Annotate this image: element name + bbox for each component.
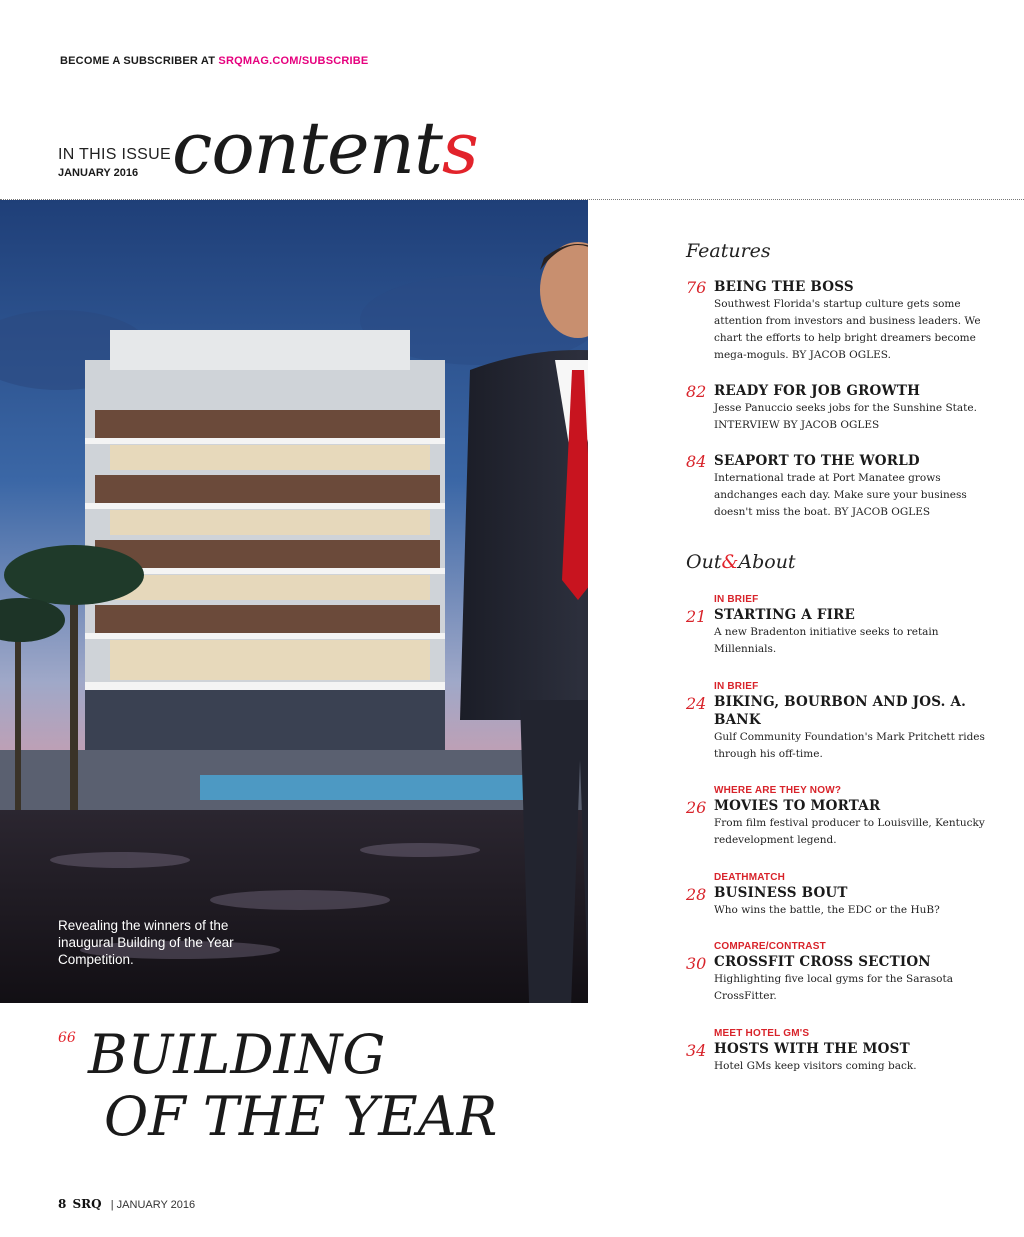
- item-title: STARTING A FIRE: [714, 607, 856, 623]
- item-kicker: DEATHMATCH: [714, 872, 786, 883]
- out-about-item[interactable]: [686, 872, 986, 919]
- feature-item[interactable]: [686, 382, 986, 434]
- out-about-item[interactable]: [686, 941, 986, 1005]
- item-summary: Who wins the battle, the EDC or the HuB?: [714, 904, 940, 916]
- item-summary: Gulf Community Foundation's Mark Pritchett rides through his off-time.: [714, 731, 985, 760]
- feature-summary: Jesse Panuccio seeks jobs for the Sunshine State. INTERVIEW BY JACOB OGLES: [714, 402, 977, 431]
- out-about-item[interactable]: [686, 1028, 986, 1075]
- out-about-item[interactable]: [686, 594, 986, 658]
- item-title: BUSINESS BOUT: [714, 885, 848, 901]
- cover-story-title[interactable]: [88, 1024, 497, 1148]
- cover-title-line2: OF THE YEAR: [104, 1085, 498, 1148]
- out-about-part1: Out: [686, 551, 722, 573]
- feature-item[interactable]: [686, 452, 986, 521]
- footer-date: JANUARY 2016: [116, 1199, 196, 1211]
- page-footer: [58, 1197, 195, 1211]
- item-summary: A new Bradenton initiative seeks to retain Millennials.: [714, 626, 939, 655]
- feature-page: 76: [686, 278, 707, 297]
- out-about-amp: &: [721, 551, 739, 573]
- item-title: CROSSFIT CROSS SECTION: [714, 954, 931, 970]
- item-summary: Highlighting five local gyms for the Sarasota CrossFitter.: [714, 973, 953, 1002]
- page-title: [172, 108, 478, 188]
- feature-summary: International trade at Port Manatee grows andchanges each day. Make sure your business doesn't miss the boat. BY JACOB OGLES: [714, 472, 967, 518]
- item-page: 26: [686, 798, 707, 817]
- subscribe-link[interactable]: SRQMAG.COM/SUBSCRIBE: [218, 55, 369, 67]
- cover-photo: [0, 200, 588, 1003]
- item-title: BIKING, BOURBON AND JOS. A. BANK: [714, 694, 967, 728]
- footer-separator: |: [110, 1199, 114, 1211]
- feature-summary: Southwest Florida's startup culture gets some attention from investors and business leaders. We chart the efforts to help bright dreamers become mega-moguls. BY JACOB OGLES.: [714, 298, 981, 361]
- cover-title-line1: BUILDING: [88, 1023, 386, 1086]
- subscribe-prefix: BECOME A SUBSCRIBER AT: [60, 55, 219, 67]
- item-kicker: IN BRIEF: [714, 681, 759, 692]
- item-summary: From film festival producer to Louisville, Kentucky redevelopment legend.: [714, 817, 985, 846]
- item-page: 24: [686, 694, 707, 713]
- item-page: 34: [686, 1041, 707, 1060]
- item-title: MOVIES TO MORTAR: [714, 798, 881, 814]
- footer-brand: SRQ: [72, 1197, 102, 1211]
- in-this-issue-label: IN THIS ISSUE: [58, 146, 171, 163]
- out-about-part2: About: [738, 551, 796, 573]
- feature-page: 84: [686, 452, 707, 471]
- out-about-item[interactable]: [686, 785, 986, 849]
- issue-date: JANUARY 2016: [58, 167, 139, 179]
- item-title: HOSTS WITH THE MOST: [714, 1041, 910, 1057]
- item-kicker: COMPARE/CONTRAST: [714, 941, 826, 952]
- feature-item[interactable]: [686, 278, 986, 364]
- subscribe-banner: [60, 55, 368, 67]
- cover-story-page: 66: [58, 1030, 76, 1046]
- page-title-main: content: [172, 106, 442, 190]
- feature-title: BEING THE BOSS: [714, 279, 854, 295]
- features-heading: Features: [686, 240, 771, 262]
- item-kicker: WHERE ARE THEY NOW?: [714, 785, 842, 796]
- page-title-accent: s: [441, 106, 478, 190]
- feature-title: SEAPORT TO THE WORLD: [714, 453, 920, 469]
- feature-title: READY FOR JOB GROWTH: [714, 383, 921, 399]
- out-about-heading: [686, 551, 796, 573]
- feature-page: 82: [686, 382, 707, 401]
- item-page: 21: [686, 607, 707, 626]
- photo-caption: Revealing the winners of the inaugural Building of the Year Competition.: [58, 918, 234, 967]
- building-and-man-illustration: [0, 200, 588, 1003]
- item-page: 30: [686, 954, 707, 973]
- item-summary: Hotel GMs keep visitors coming back.: [714, 1060, 917, 1072]
- item-kicker: IN BRIEF: [714, 594, 759, 605]
- item-kicker: MEET HOTEL GM'S: [714, 1028, 810, 1039]
- item-page: 28: [686, 885, 707, 904]
- page-number: 8: [58, 1197, 67, 1211]
- out-about-item[interactable]: [686, 681, 986, 763]
